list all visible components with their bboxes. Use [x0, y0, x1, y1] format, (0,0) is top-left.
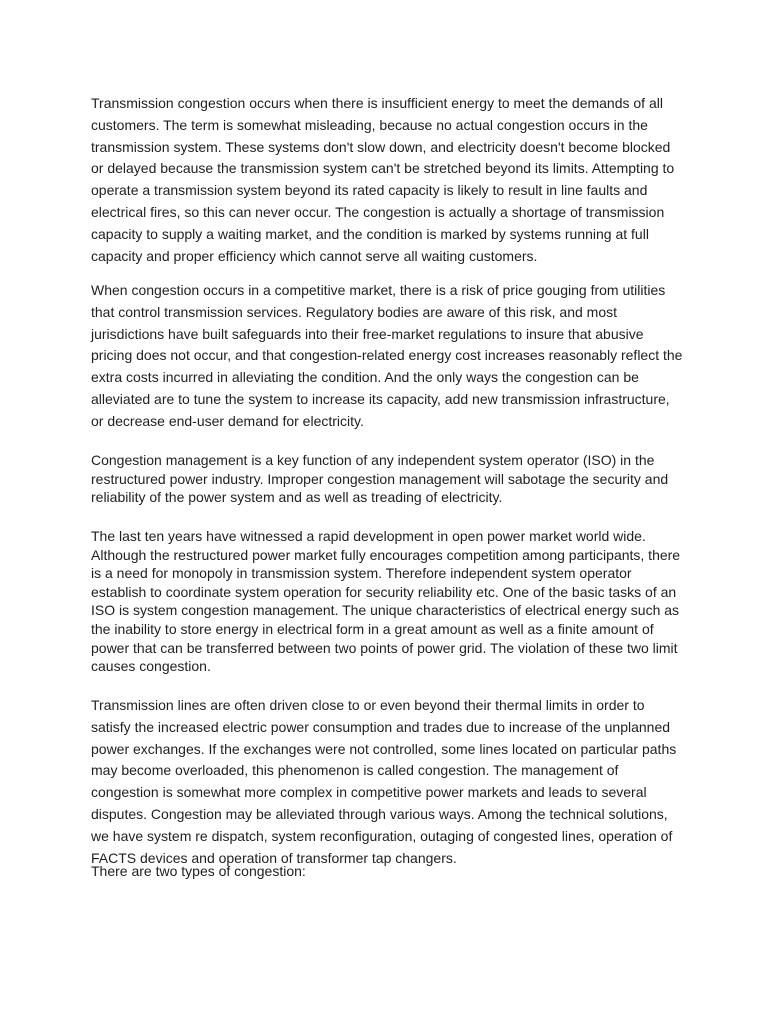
paragraph-open-power-market: The last ten years have witnessed a rapid development in open power market world wide. Although the restructured power market fully encourages competition among participants, there is a need for monopoly in transmission system. Therefore independent system operator establish to coordinate system operation for security reliability etc. One of the basic tasks of an ISO is system congestion management. The unique characteristics of electrical energy such as the inability to store energy in electrical form in a great amount as well as a finite amount of power that can be transferred between two points of power grid. The violation of these two limit causes congestion. [91, 528, 681, 675]
paragraph-types-of-congestion: There are two types of congestion: [91, 863, 306, 879]
paragraph-competitive-market: When congestion occurs in a competitive market, there is a risk of price gouging from utilities that control transmission services. Regulatory bodies are aware of this risk, and most jurisdictions have built safeguards into their free-market regulations to insure that abusive pricing does not occur, and that congestion-related energy cost increases reasonably reflect the extra costs incurred in alleviating the condition. And the only ways the congestion can be alleviated are to tune the system to increase its capacity, add new transmission infrastructure, or decrease end-user demand for electricity. [91, 282, 683, 429]
paragraph-transmission-congestion: Transmission congestion occurs when there is insufficient energy to meet the demands of all customers. The term is somewhat misleading, because no actual congestion occurs in the transmission system. These systems don't slow down, and electricity doesn't become blocked or delayed because the transmission system can't be stretched beyond its limits. Attempting to operate a transmission system beyond its rated capacity is likely to result in line faults and electrical fires, so this can never occur. The congestion is actually a shortage of transmission capacity to supply a waiting market, and the condition is marked by systems running at full capacity and proper efficiency which cannot serve all waiting customers. [91, 95, 675, 264]
paragraph-congestion-management: Congestion management is a key function of any independent system operator (ISO) in the restructured power industry. Improper congestion management will sabotage the security and reliability of the power system and as well as treading of electricity. [91, 452, 669, 506]
paragraph-transmission-lines: Transmission lines are often driven close to or even beyond their thermal limits in order to satisfy the increased electric power consumption and trades due to increase of the unplanned power exchanges. If the exchanges were not controlled, some lines located on particular paths may become overloaded, this phenomenon is called congestion. The management of congestion is somewhat more complex in competitive power markets and leads to several disputes. Congestion may be alleviated through various ways. Among the technical solutions, we have system re dispatch, system reconfiguration, outaging of congested lines, operation of FACTS devices and operation of transformer tap changers. [91, 697, 677, 866]
